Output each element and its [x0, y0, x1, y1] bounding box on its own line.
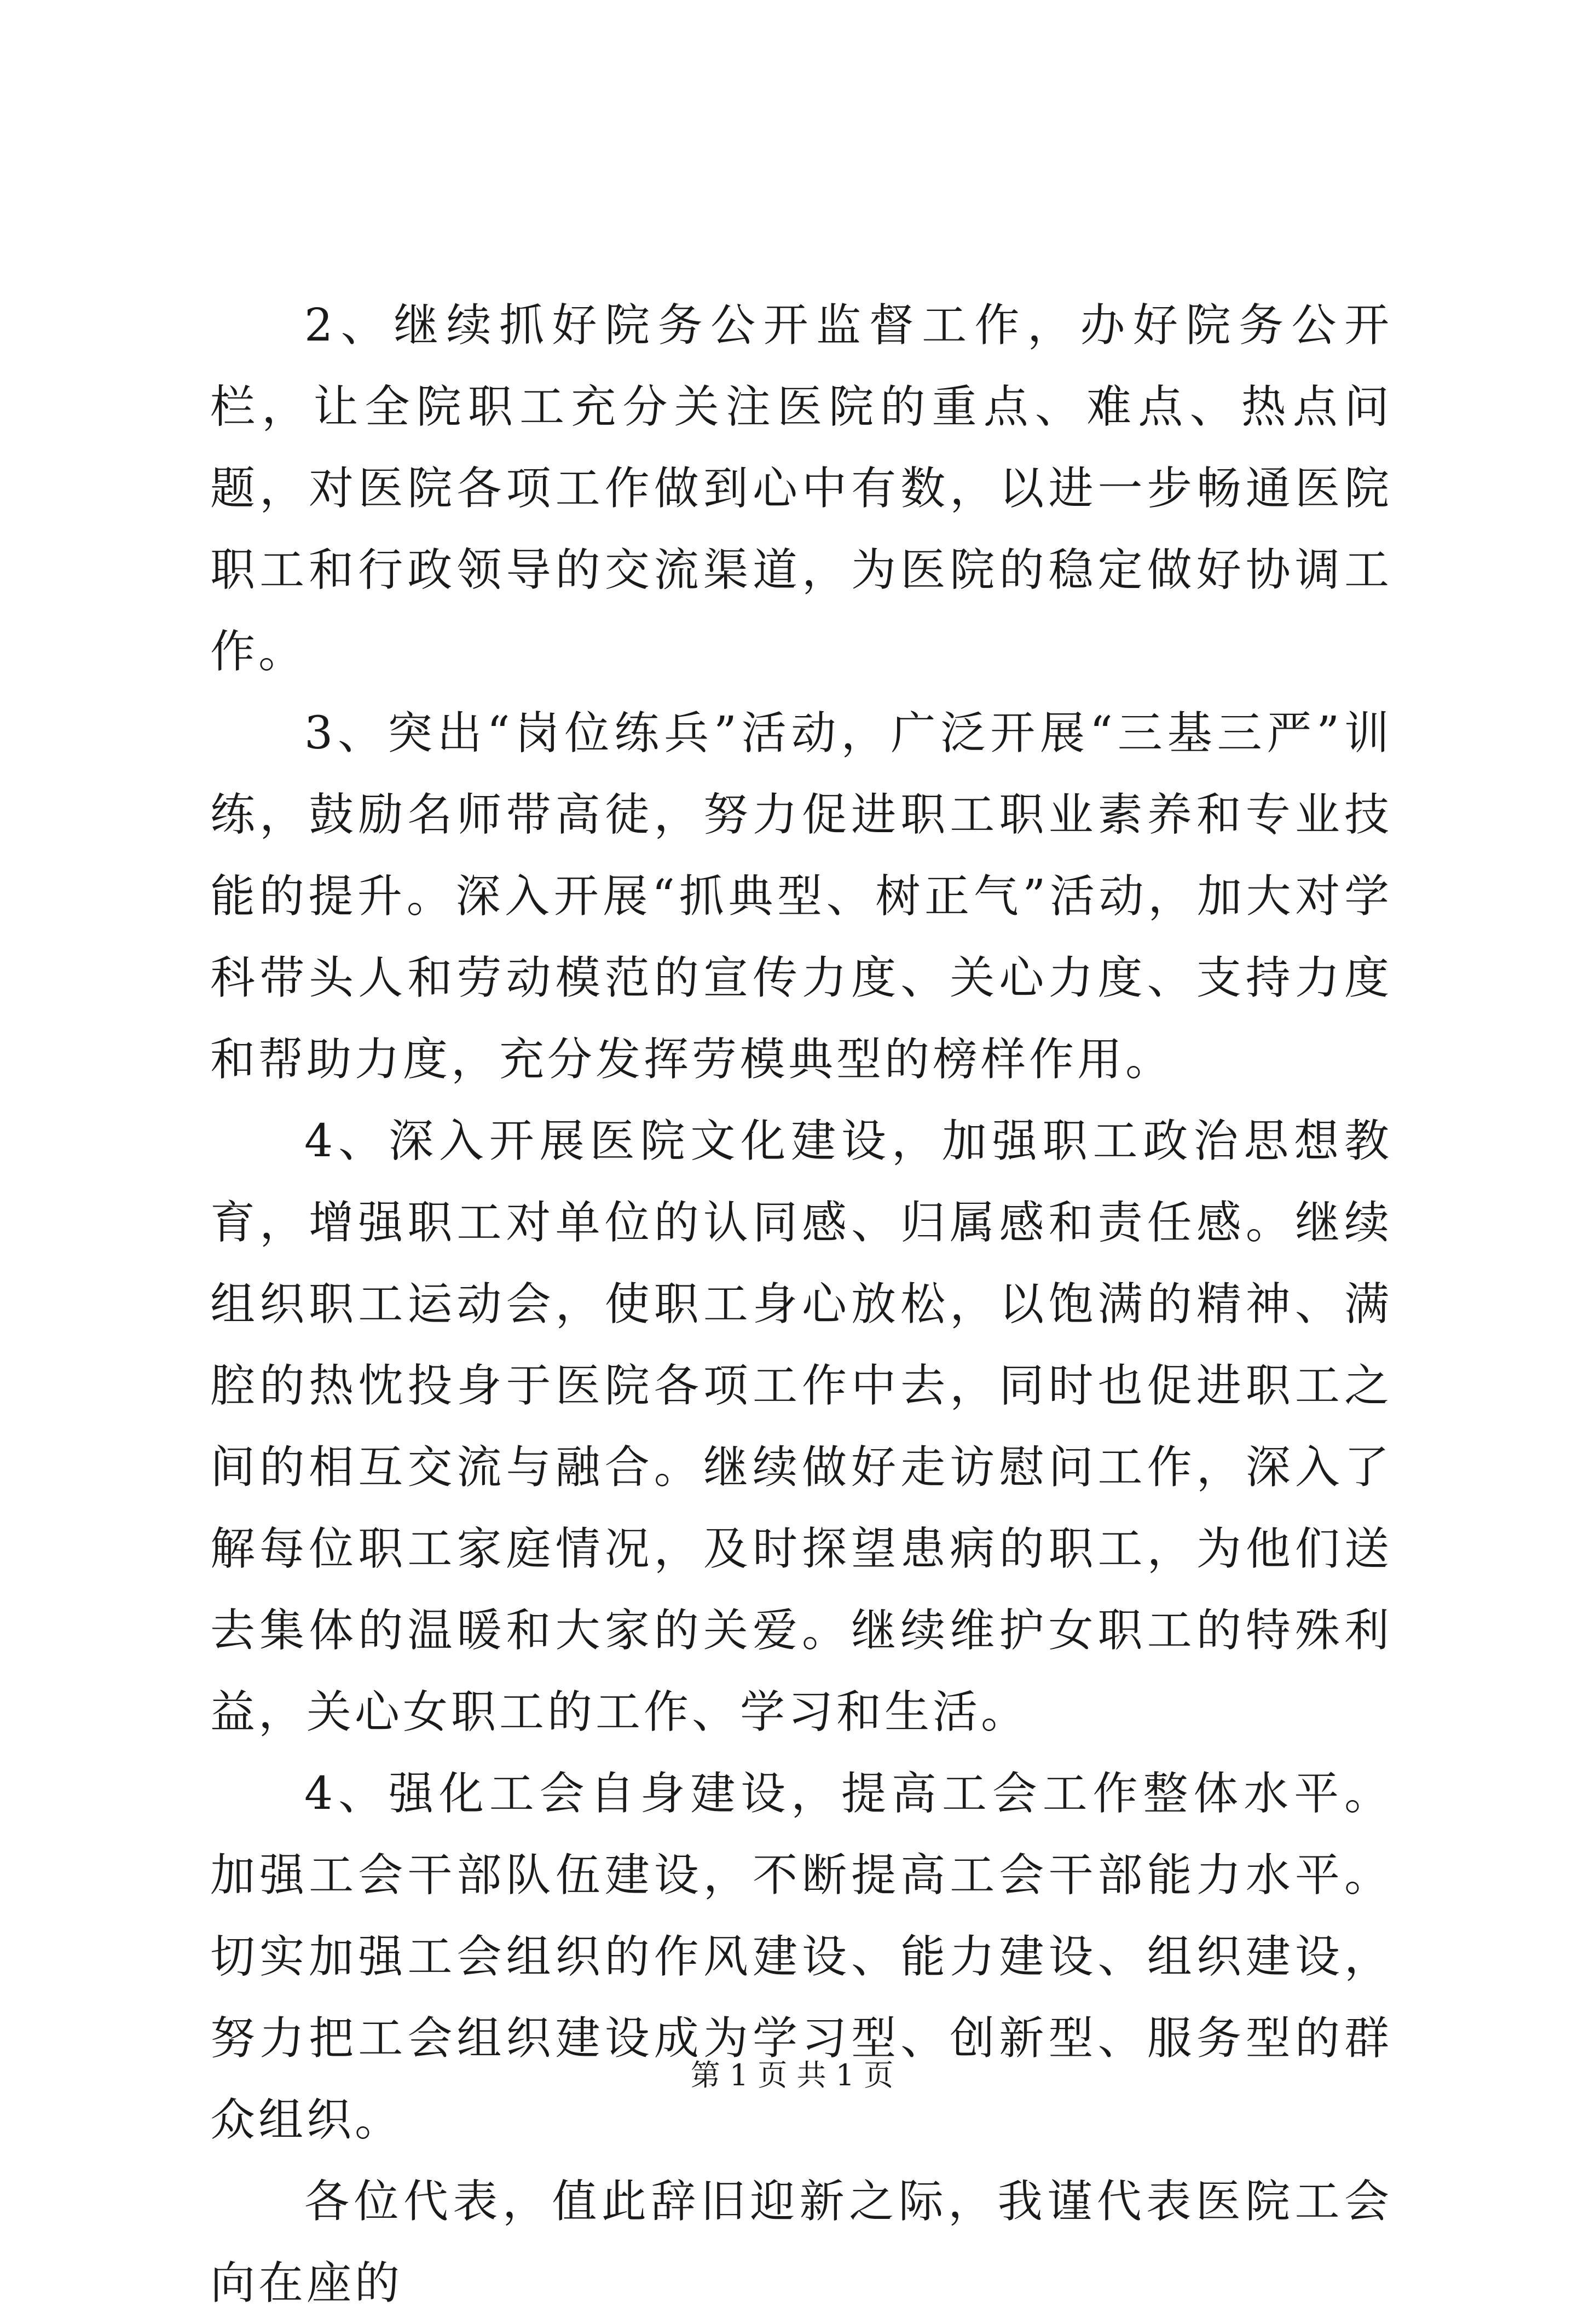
paragraph-item-2: 2、继续抓好院务公开监督工作，办好院务公开栏，让全院职工充分关注医院的重点、难点、热点问题，对医院各项工作做到心中有数，以进一步畅通医院职工和行政领导的交流渠道，为医院的稳定做好协调工作。: [210, 299, 1392, 678]
document-body: [210, 285, 1392, 2324]
paragraph-item-4-union: 4、强化工会自身建设，提高工会工作整体水平。加强工会干部队伍建设，不断提高工会干部能力水平。切实加强工会组织的作风建设、能力建设、组织建设，努力把工会组织建设成为学习型、创新型、服务型的群众组织。: [210, 1768, 1392, 2146]
page-footer: 第 1 页 共 1 页: [690, 2058, 894, 2092]
paragraph-closing: 各位代表，值此辞旧迎新之际，我谨代表医院工会向在座的: [210, 2176, 1392, 2309]
paragraph-item-4-culture: 4、深入开展医院文化建设，加强职工政治思想教育，增强职工对单位的认同感、归属感和责任感。继续组织职工运动会，使职工身心放松，以饱满的精神、满腔的热忱投身于医院各项工作中去，同时也促进职工之间的相互交流与融合。继续做好走访慰问工作，深入了解每位职工家庭情况，及时探望患病的职工，为他们送去集体的温暖和大家的关爱。继续维护女职工的特殊利益，关心女职工的工作、学习和生活。: [210, 1115, 1392, 1738]
paragraph-item-3: 3、突出“岗位练兵”活动，广泛开展“三基三严”训练，鼓励名师带高徒，努力促进职工职业素养和专业技能的提升。深入开展“抓典型、树正气”活动，加大对学科带头人和劳动模范的宣传力度、关心力度、支持力度和帮助力度，充分发挥劳模典型的榜样作用。: [210, 707, 1392, 1086]
